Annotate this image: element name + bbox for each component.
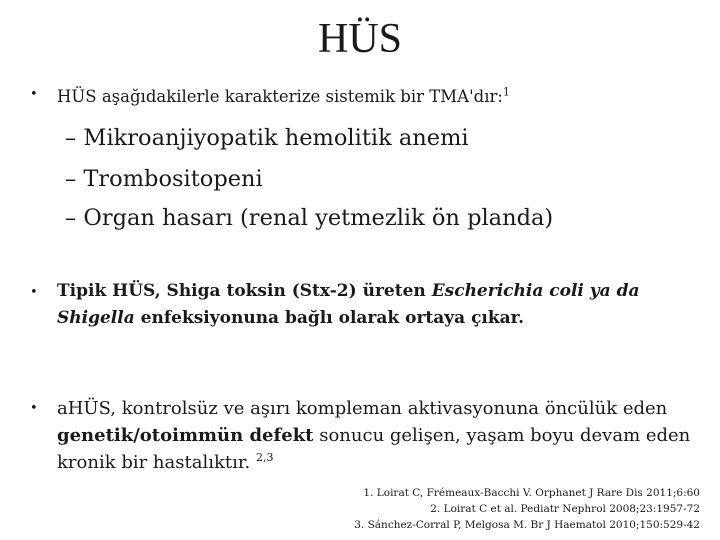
bullet-marker: • [30, 87, 38, 102]
bullet-text-part: enfeksiyonuna bağlı olarak ortaya çıkar. [134, 308, 524, 328]
citation-superscript: 2,3 [255, 451, 274, 464]
bullet-text: HÜS aşağıdakilerle karakterize sistemik bir TMA'dır: [57, 87, 503, 106]
bullet-ahus [57, 395, 702, 476]
bullet-text-part: Tipik HÜS, Shiga toksin (Stx-2) üreten [57, 281, 432, 301]
bullet-text-italic: Escherichia coli ya da Shigella [57, 281, 640, 328]
reference-item: 2. Loirat C et al. Pediatr Nephrol 2008;23:1957-72 [430, 503, 700, 515]
citation-superscript: 1 [502, 85, 510, 99]
subitem-organ-hasari: – Organ hasarı (renal yetmezlik ön planda) [65, 205, 554, 231]
slide-title: HÜS [317, 16, 403, 62]
bullet-text-part: aHÜS, kontrolsüz ve aşırı kompleman aktivasyonuna öncülük eden [57, 398, 668, 419]
bullet-marker: • [30, 285, 38, 300]
reference-item: 3. Sánchez-Corral P, Melgosa M. Br J Haematol 2010;150:529-42 [354, 519, 700, 531]
subitem-trombositopeni: – Trombositopeni [65, 166, 263, 192]
bullet-marker: • [30, 401, 38, 416]
bullet-text-bold: genetik/otoimmün defekt [57, 425, 314, 446]
bullet-hus-definition [57, 86, 702, 108]
subitem-mikroanjiyopatik: – Mikroanjiyopatik hemolitik anemi [65, 125, 469, 151]
bullet-tipik-hus [57, 278, 702, 332]
bullet-text-part: sonucu gelişen, yaşam boyu devam eden kronik bir hastalıktır. [57, 425, 691, 473]
references [354, 485, 700, 533]
reference-item: 1. Loirat C, Frémeaux-Bacchi V. Orphanet J Rare Dis 2011;6:60 [363, 487, 700, 499]
